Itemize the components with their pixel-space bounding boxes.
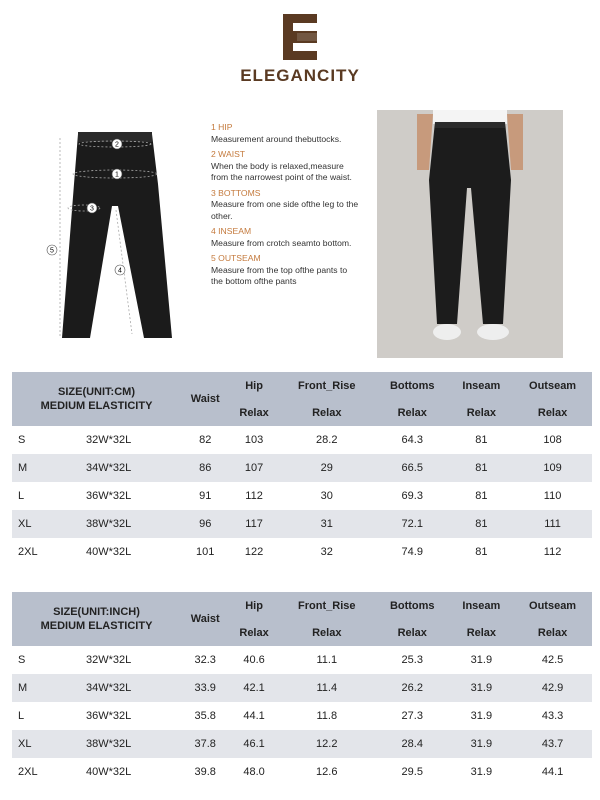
value-cell: 81 (450, 426, 514, 454)
sub-header: Relax (513, 619, 592, 646)
value-cell: 39.8 (181, 758, 229, 786)
table-row (12, 538, 592, 566)
sub-header: Relax (279, 619, 375, 646)
sub-header: Relax (229, 399, 278, 426)
note-desc-inseam: Measure from crotch seamto bottom. (211, 237, 352, 248)
value-cell: 44.1 (229, 702, 278, 730)
table-row (12, 758, 592, 786)
value-cell: 31.9 (450, 730, 514, 758)
waist-length-cell: 32W*32L (86, 426, 181, 454)
value-cell: 35.8 (181, 702, 229, 730)
diagram-marker-1: 1 (115, 171, 119, 179)
value-cell: 11.4 (279, 674, 375, 702)
measurement-notes (211, 122, 361, 291)
table-row (12, 674, 592, 702)
size-cell: XL (12, 510, 86, 538)
value-cell: 81 (450, 454, 514, 482)
sub-header: Relax (279, 399, 375, 426)
waist-length-cell: 40W*32L (86, 758, 181, 786)
note-desc-waist: When the body is relaxed,measure from the narrowest point of the waist. (211, 160, 352, 182)
value-cell: 110 (513, 482, 592, 510)
sub-header: Relax (375, 619, 450, 646)
value-cell: 40.6 (229, 646, 278, 674)
table-row (12, 646, 592, 674)
value-cell: 33.9 (181, 674, 229, 702)
value-cell: 29.5 (375, 758, 450, 786)
value-cell: 117 (229, 510, 278, 538)
size-cell: S (12, 426, 86, 454)
value-cell: 31.9 (450, 758, 514, 786)
value-cell: 32.3 (181, 646, 229, 674)
value-cell: 122 (229, 538, 278, 566)
waist-length-cell: 38W*32L (86, 510, 181, 538)
waist-length-cell: 36W*32L (86, 702, 181, 730)
note-desc-outseam: Measure from the top ofthe pants to the bottom ofthe pants (211, 264, 348, 286)
value-cell: 91 (181, 482, 229, 510)
value-cell: 64.3 (375, 426, 450, 454)
value-cell: 29 (279, 454, 375, 482)
value-cell: 107 (229, 454, 278, 482)
size-cell: 2XL (12, 758, 86, 786)
table-row (12, 454, 592, 482)
size-cell: 2XL (12, 538, 86, 566)
col-header-bottoms: Bottoms (375, 592, 450, 619)
sub-header: Relax (229, 619, 278, 646)
value-cell: 12.6 (279, 758, 375, 786)
value-cell: 25.3 (375, 646, 450, 674)
sub-header: Relax (375, 399, 450, 426)
col-header-inseam: Inseam (450, 372, 514, 399)
value-cell: 28.4 (375, 730, 450, 758)
value-cell: 111 (513, 510, 592, 538)
value-cell: 66.5 (375, 454, 450, 482)
col-header-inseam: Inseam (450, 592, 514, 619)
pants-measurement-diagram (40, 124, 190, 344)
value-cell: 11.1 (279, 646, 375, 674)
elasticity-label: MEDIUM ELASTICITY (40, 620, 153, 632)
value-cell: 101 (181, 538, 229, 566)
value-cell: 48.0 (229, 758, 278, 786)
note-title-hip: 1 HIP (211, 122, 233, 132)
table-row (12, 702, 592, 730)
size-table-inch (12, 592, 592, 786)
diagram-marker-5: 5 (50, 247, 54, 255)
note-desc-bottoms: Measure from one side ofthe leg to the other. (211, 199, 359, 221)
col-header-hip: Hip (229, 372, 278, 399)
waist-length-cell: 36W*32L (86, 482, 181, 510)
value-cell: 109 (513, 454, 592, 482)
value-cell: 32 (279, 538, 375, 566)
value-cell: 28.2 (279, 426, 375, 454)
table-row (12, 730, 592, 758)
value-cell: 43.3 (513, 702, 592, 730)
col-header-outseam: Outseam (513, 372, 592, 399)
value-cell: 86 (181, 454, 229, 482)
value-cell: 112 (229, 482, 278, 510)
table-row (12, 482, 592, 510)
value-cell: 81 (450, 482, 514, 510)
value-cell: 42.5 (513, 646, 592, 674)
value-cell: 81 (450, 538, 514, 566)
col-header-bottoms: Bottoms (375, 372, 450, 399)
value-cell: 108 (513, 426, 592, 454)
diagram-marker-2: 2 (115, 141, 119, 149)
waist-length-cell: 38W*32L (86, 730, 181, 758)
value-cell: 43.7 (513, 730, 592, 758)
waist-length-cell: 32W*32L (86, 646, 181, 674)
col-header-outseam: Outseam (513, 592, 592, 619)
elasticity-label: MEDIUM ELASTICITY (40, 400, 153, 412)
diagram-marker-3: 3 (90, 205, 94, 213)
brand-name: ELEGANCITY (240, 66, 360, 85)
waist-length-cell: 34W*32L (86, 674, 181, 702)
value-cell: 11.8 (279, 702, 375, 730)
size-cell: M (12, 454, 86, 482)
value-cell: 30 (279, 482, 375, 510)
waist-length-cell: 34W*32L (86, 454, 181, 482)
col-header-waist: Waist (181, 592, 229, 646)
value-cell: 31.9 (450, 674, 514, 702)
value-cell: 69.3 (375, 482, 450, 510)
value-cell: 112 (513, 538, 592, 566)
value-cell: 74.9 (375, 538, 450, 566)
value-cell: 12.2 (279, 730, 375, 758)
note-desc-hip: Measurement around thebuttocks. (211, 133, 342, 144)
table-header-size (12, 592, 181, 646)
size-table-cm (12, 372, 592, 566)
col-header-front-rise: Front_Rise (279, 592, 375, 619)
sub-header: Relax (450, 619, 514, 646)
value-cell: 72.1 (375, 510, 450, 538)
value-cell: 96 (181, 510, 229, 538)
table-header-size (12, 372, 181, 426)
value-cell: 82 (181, 426, 229, 454)
note-title-bottoms: 3 BOTTOMS (211, 187, 261, 198)
diagram-marker-4: 4 (118, 267, 122, 275)
note-title-waist: 2 WAIST (211, 149, 246, 159)
col-header-hip: Hip (229, 592, 278, 619)
note-title-outseam: 5 OUTSEAM (211, 253, 261, 263)
size-cell: S (12, 646, 86, 674)
logo-e-icon (283, 14, 317, 60)
brand-logo (0, 14, 600, 86)
value-cell: 31.9 (450, 702, 514, 730)
size-unit-label: SIZE(UNIT:INCH) (53, 606, 140, 618)
model-wearing-pants-image (377, 110, 563, 358)
col-header-waist: Waist (181, 372, 229, 426)
size-cell: XL (12, 730, 86, 758)
col-header-front-rise: Front_Rise (279, 372, 375, 399)
table-row (12, 426, 592, 454)
value-cell: 103 (229, 426, 278, 454)
value-cell: 81 (450, 510, 514, 538)
value-cell: 46.1 (229, 730, 278, 758)
value-cell: 31 (279, 510, 375, 538)
size-cell: L (12, 702, 86, 730)
value-cell: 37.8 (181, 730, 229, 758)
sub-header: Relax (513, 399, 592, 426)
size-cell: L (12, 482, 86, 510)
value-cell: 42.9 (513, 674, 592, 702)
value-cell: 42.1 (229, 674, 278, 702)
note-title-inseam: 4 INSEAM (211, 226, 252, 236)
value-cell: 26.2 (375, 674, 450, 702)
value-cell: 31.9 (450, 646, 514, 674)
size-unit-label: SIZE(UNIT:CM) (58, 386, 135, 398)
waist-length-cell: 40W*32L (86, 538, 181, 566)
model-photo (377, 110, 563, 358)
value-cell: 44.1 (513, 758, 592, 786)
size-cell: M (12, 674, 86, 702)
table-row (12, 510, 592, 538)
sub-header: Relax (450, 399, 514, 426)
value-cell: 27.3 (375, 702, 450, 730)
